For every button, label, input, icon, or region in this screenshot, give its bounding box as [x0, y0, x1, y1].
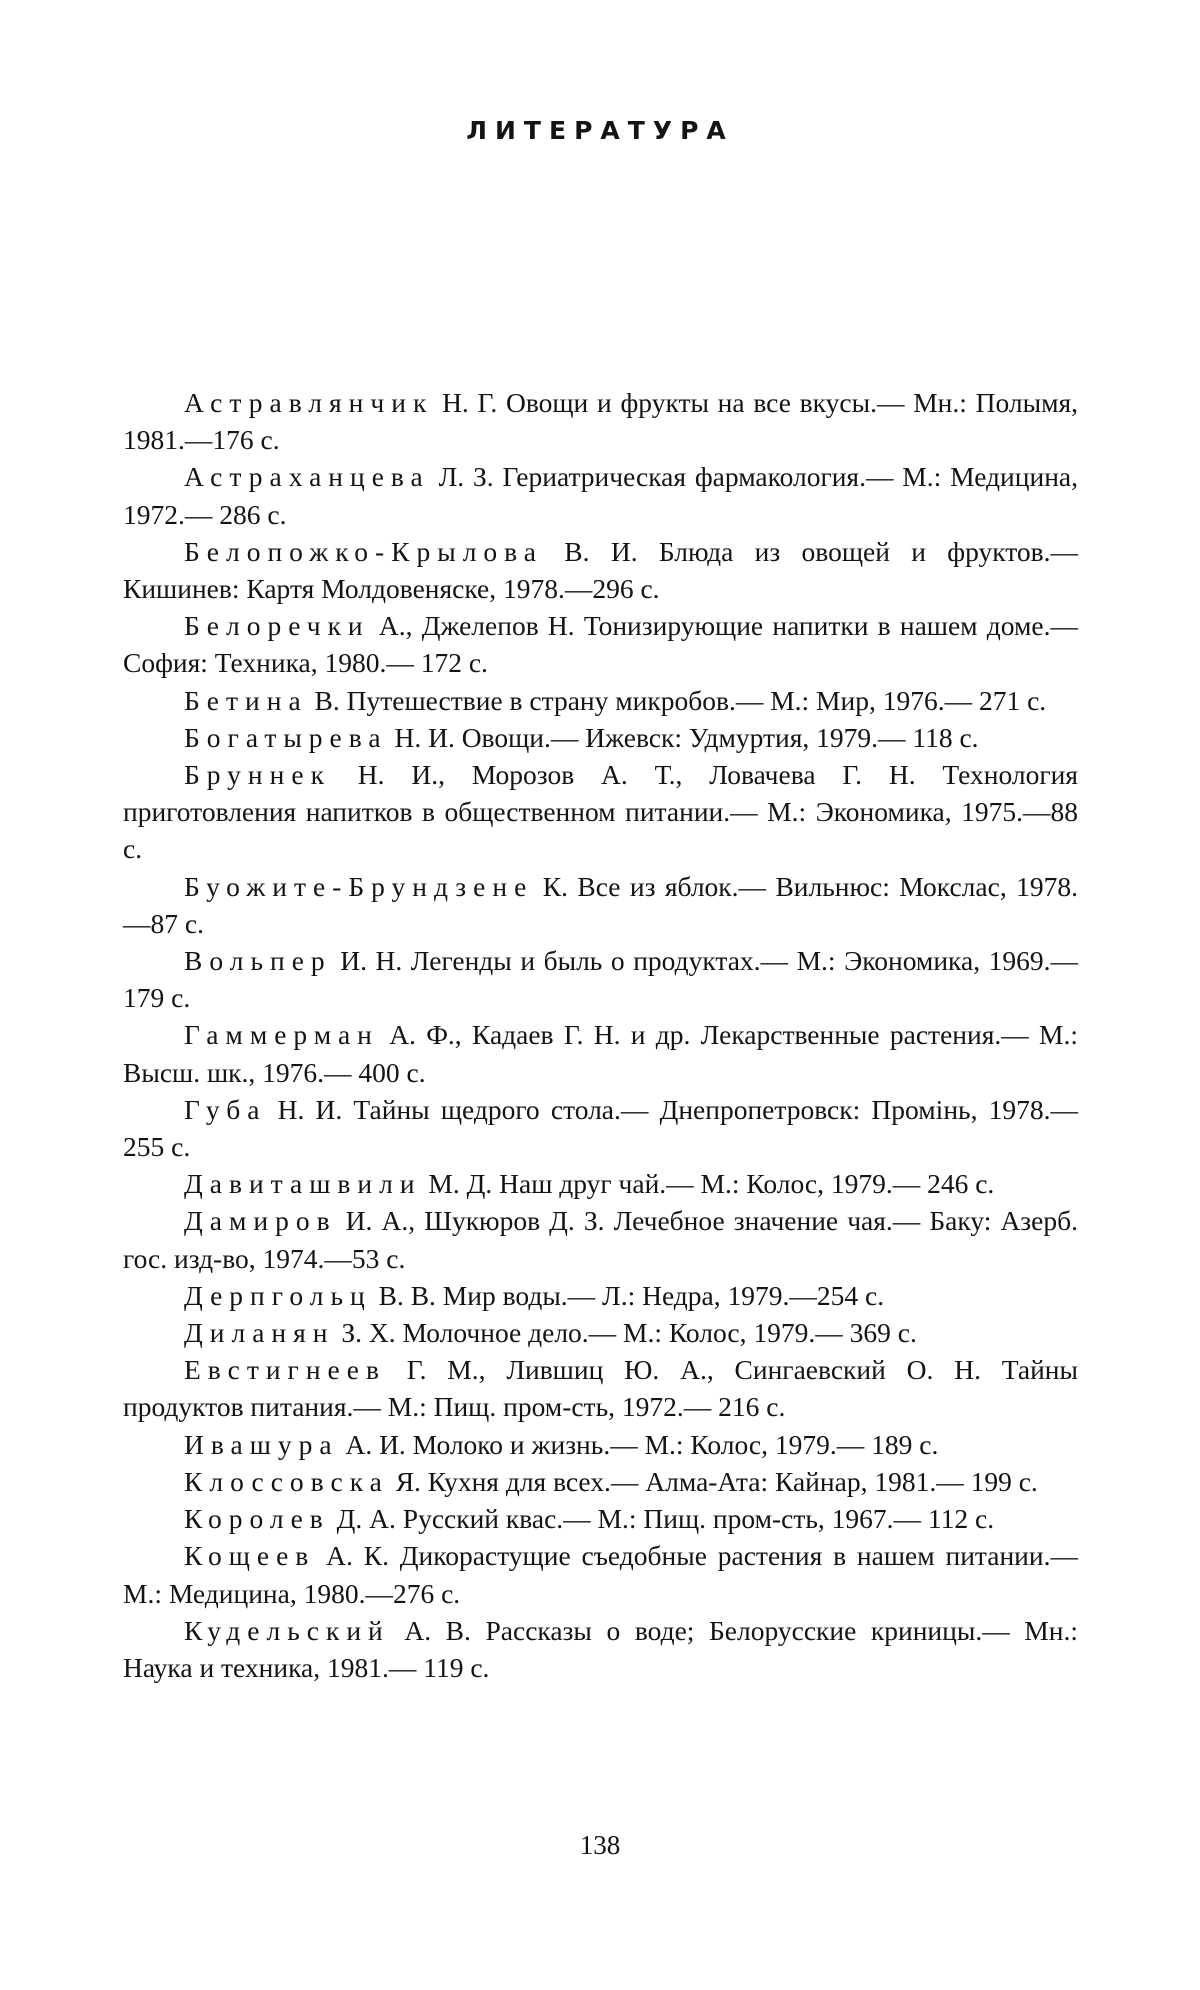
reference-entry [123, 1202, 1078, 1276]
reference-text: В. В. Мир воды.— Л.: Недра, 1979.—254 с. [371, 1279, 885, 1311]
reference-entry [123, 1165, 1078, 1202]
reference-text: Л. З. Гериатрическая фармакология.— М.: Медицина, 1972.— 286 с. [123, 461, 1078, 530]
reference-author: Гаммерман [184, 1019, 379, 1051]
reference-entry [123, 682, 1078, 719]
reference-text: Д. А. Русский квас.— М.: Пищ. пром-сть, 1967.— 112 с. [329, 1503, 995, 1535]
reference-author: Кощеев [184, 1540, 316, 1572]
reference-text: Н. И. Тайны щедрого стола.— Днепропетровск: Промінь, 1978.— 255 с. [123, 1093, 1078, 1163]
reference-author: Кудельский [184, 1614, 390, 1646]
reference-text: А., Джелепов Н. Тонизирующие напитки в нашем доме.— София: Техника, 1980.— 172 с. [123, 610, 1078, 679]
reference-entry [123, 1314, 1078, 1351]
reference-text: Я. Кухня для всех.— Алма-Ата: Кайнар, 1981.— 199 с. [388, 1465, 1038, 1497]
reference-list [123, 384, 1078, 1686]
reference-text: К. Все из яблок.— Вильнюс: Мокслас, 1978.—87 с. [123, 870, 1078, 939]
reference-author: Давиташвили [184, 1168, 422, 1200]
reference-text: В. Путешествие в страну микробов.— М.: Мир, 1976.— 271 с. [307, 684, 1047, 716]
reference-author: Дамиров [184, 1205, 337, 1237]
reference-entry [123, 719, 1078, 756]
reference-text: И. Н. Легенды и быль о продуктах.— М.: Экономика, 1969.—179 с. [123, 945, 1078, 1014]
reference-author: Королев [184, 1503, 330, 1535]
reference-entry [123, 1277, 1078, 1314]
reference-author: Бетина [184, 684, 308, 716]
reference-author: Белоречки [184, 610, 370, 642]
reference-author: Богатырева [184, 721, 388, 753]
reference-entry [123, 1500, 1078, 1537]
reference-entry [123, 1537, 1078, 1611]
reference-entry [123, 1463, 1078, 1500]
reference-text: Н. Г. Овощи и фрукты на все вкусы.— Мн.: Полымя, 1981.—176 с. [123, 387, 1078, 456]
reference-entry [123, 607, 1078, 681]
reference-text: В. И. Блюда из овощей и фруктов.— Кишинев: Картя Молдовеняске, 1978.—296 с. [123, 535, 1078, 605]
reference-author: Бруннек [184, 759, 331, 791]
reference-author: Ивашура [184, 1428, 339, 1460]
reference-entry [123, 458, 1078, 532]
reference-text: А. Ф., Кадаев Г. Н. и др. Лекарственные растения.— М.: Высш. шк., 1976.— 400 с. [123, 1019, 1078, 1088]
reference-text: З. Х. Молочное дело.— М.: Колос, 1979.— 369 с. [334, 1317, 917, 1349]
reference-text: А. И. Молоко и жизнь.— М.: Колос, 1979.— 189 с. [338, 1428, 939, 1460]
reference-entry [123, 1016, 1078, 1090]
reference-text: И. А., Шукюров Д. З. Лечебное значение чая.— Баку: Азерб. гос. изд-во, 1974.—53 с. [123, 1205, 1078, 1274]
reference-entry [123, 1351, 1078, 1425]
page-number: 138 [579, 1830, 621, 1860]
reference-author: Диланян [184, 1317, 335, 1349]
reference-entry [123, 384, 1078, 458]
page-title: ЛИТЕРАТУРА [466, 116, 734, 145]
reference-entry [123, 1612, 1078, 1686]
reference-text: Н. И., Морозов А. Т., Ловачева Г. Н. Технология приготовления напитков в общественном питании.— М.: Экономика, 1975.—88 с. [123, 759, 1078, 865]
reference-author: Белопожко-Крылова [184, 535, 543, 567]
reference-entry [123, 1426, 1078, 1463]
reference-text: А. К. Дикорастущие съедобные растения в нашем питании.— М.: Медицина, 1980.—276 с. [123, 1540, 1078, 1609]
reference-author: Клоссовска [184, 1465, 389, 1497]
reference-author: Буожите-Брундзене [184, 870, 534, 902]
reference-entry [123, 1091, 1078, 1165]
reference-entry [123, 942, 1078, 1016]
reference-author: Губа [184, 1093, 267, 1125]
reference-text: Г. М., Лившиц Ю. А., Сингаевский О. Н. Тайны продуктов питания.— М.: Пищ. пром-сть, 1972.— 216 с. [123, 1354, 1078, 1423]
reference-text: Н. И. Овощи.— Ижевск: Удмуртия, 1979.— 118 с. [387, 721, 979, 753]
reference-text: М. Д. Наш друг чай.— М.: Колос, 1979.— 246 с. [421, 1168, 995, 1200]
reference-author: Астраханцева [184, 461, 430, 493]
reference-author: Дерпгольц [184, 1279, 372, 1311]
reference-author: Вольпер [184, 945, 332, 977]
reference-entry [123, 756, 1078, 868]
reference-author: Астравлянчик [184, 387, 434, 418]
reference-text: А. В. Рассказы о воде; Белорусские криницы.— Мн.: Наука и техника, 1981.— 119 с. [123, 1614, 1078, 1683]
reference-author: Евстигнеев [184, 1354, 386, 1386]
reference-entry [123, 533, 1078, 607]
reference-entry [123, 868, 1078, 942]
